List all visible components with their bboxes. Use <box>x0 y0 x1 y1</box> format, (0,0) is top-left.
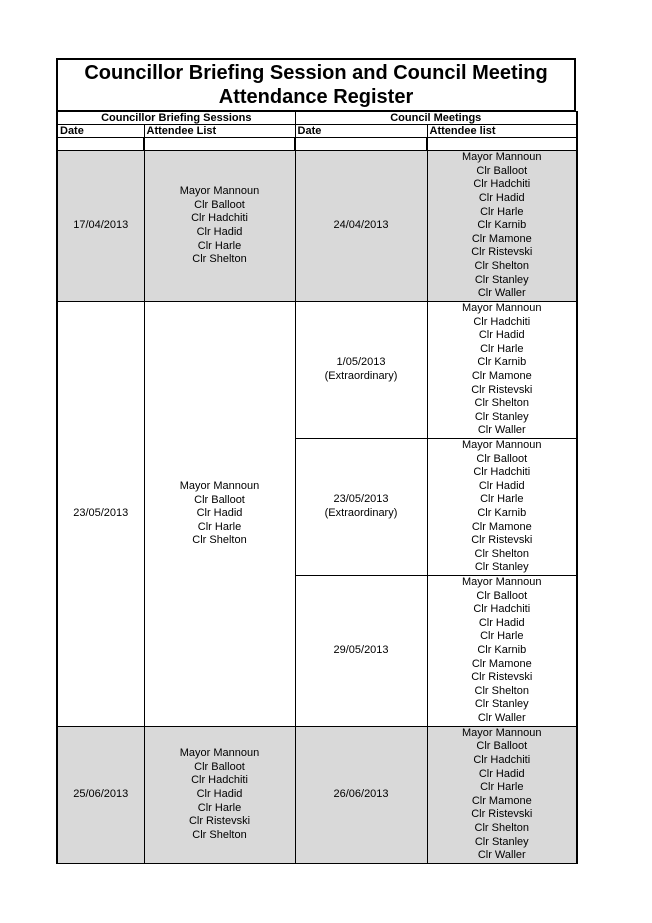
meeting-attendees-cell <box>427 151 577 302</box>
attendee-name: Mayor Mannoun <box>462 151 542 164</box>
attendee-name: Clr Harle <box>197 520 242 533</box>
attendee-name: Clr Karnib <box>477 644 527 657</box>
meeting-attendees-cell <box>427 302 577 439</box>
attendee-name: Clr Hadchiti <box>473 603 531 616</box>
meeting-date: 26/06/2013 <box>333 788 389 801</box>
council-attendees-header: Attendee list <box>427 125 577 138</box>
attendee-name: Clr Karnib <box>477 219 527 232</box>
attendee-name: Clr Mamone <box>471 794 532 807</box>
attendee-name: Clr Stanley <box>474 273 529 286</box>
attendee-name: Clr Hadchiti <box>473 466 531 479</box>
council-date-header: Date <box>295 125 427 138</box>
meeting-note: (Extraordinary) <box>324 369 398 382</box>
attendee-name: Mayor Mannoun <box>462 576 542 589</box>
attendee-name: Clr Shelton <box>192 828 247 841</box>
meeting-attendees-cell <box>427 575 577 726</box>
meeting-date-cell <box>295 151 427 302</box>
attendee-name: Clr Karnib <box>477 506 527 519</box>
attendee-name: Clr Balloot <box>476 164 528 177</box>
attendee-name: Clr Ristevski <box>471 671 533 684</box>
attendee-name: Mayor Mannoun <box>462 726 542 739</box>
attendee-name: Clr Hadid <box>478 616 525 629</box>
spacer-cell <box>427 138 577 151</box>
attendee-name: Clr Harle <box>480 493 524 506</box>
meeting-attendees-cell <box>427 438 577 575</box>
briefing-attendee-list <box>145 185 295 267</box>
meeting-attendee-list <box>428 151 577 301</box>
spacer-row <box>57 138 577 151</box>
attendee-name: Clr Hadchiti <box>191 212 248 225</box>
attendee-name: Clr Ristevski <box>471 246 533 259</box>
briefing-date-cell: 23/05/2013 <box>57 302 144 727</box>
meeting-date: 1/05/2013 <box>336 356 386 369</box>
attendee-name: Clr Shelton <box>474 397 529 410</box>
spacer-cell <box>144 138 295 151</box>
meeting-attendee-list <box>428 576 577 726</box>
attendee-name: Clr Hadid <box>478 479 525 492</box>
attendee-name: Mayor Mannoun <box>179 747 260 760</box>
attendee-name: Clr Mamone <box>471 232 532 245</box>
meeting-attendee-list <box>428 439 577 575</box>
attendee-name: Clr Stanley <box>474 410 529 423</box>
meeting-date: 24/04/2013 <box>333 219 389 232</box>
attendee-name: Clr Harle <box>480 630 524 643</box>
meeting-date-cell <box>295 575 427 726</box>
briefing-attendees-cell <box>144 726 295 863</box>
attendee-name: Clr Harle <box>480 342 524 355</box>
attendee-name: Clr Balloot <box>476 740 528 753</box>
attendee-name: Clr Balloot <box>194 760 245 773</box>
meeting-date-cell <box>295 302 427 439</box>
attendee-name: Clr Balloot <box>476 589 528 602</box>
attendee-name: Clr Hadid <box>478 329 525 342</box>
attendee-name: Clr Harle <box>197 239 242 252</box>
attendee-name: Clr Hadchiti <box>473 178 531 191</box>
attendance-register <box>56 58 576 864</box>
attendee-name: Mayor Mannoun <box>462 438 542 451</box>
meeting-attendee-list <box>428 302 577 438</box>
attendee-name: Clr Hadid <box>478 767 525 780</box>
meeting-note: (Extraordinary) <box>324 506 398 519</box>
attendee-name: Clr Waller <box>477 849 526 862</box>
attendee-name: Clr Ristevski <box>471 534 533 547</box>
attendee-name: Mayor Mannoun <box>462 302 542 314</box>
briefing-date-header: Date <box>57 125 144 138</box>
attendee-name: Clr Shelton <box>474 259 529 272</box>
register-row <box>57 151 577 302</box>
attendee-name: Clr Waller <box>477 287 526 300</box>
meeting-attendees-cell <box>427 726 577 863</box>
attendee-name: Clr Mamone <box>471 369 532 382</box>
attendee-name: Clr Waller <box>477 424 526 437</box>
register-row <box>57 726 577 863</box>
attendee-name: Clr Stanley <box>474 561 529 574</box>
attendee-name: Clr Balloot <box>476 452 528 465</box>
briefing-date-cell: 17/04/2013 <box>57 151 144 302</box>
register-row <box>57 302 577 439</box>
attendee-name: Clr Stanley <box>474 698 529 711</box>
attendee-name: Clr Hadid <box>196 226 243 238</box>
attendee-name: Clr Hadchiti <box>473 315 531 328</box>
attendee-name: Clr Balloot <box>194 493 245 506</box>
attendee-name: Clr Harle <box>480 205 524 218</box>
title-line-1: Councillor Briefing Session and Council Meeting <box>84 62 548 84</box>
attendee-name: Clr Ristevski <box>471 383 533 396</box>
spacer-cell <box>295 138 427 151</box>
briefing-attendees-cell <box>144 151 295 302</box>
attendee-name: Clr Shelton <box>192 534 247 547</box>
meeting-attendee-list <box>428 727 577 863</box>
attendee-name: Clr Harle <box>197 801 242 814</box>
title-line-2: Attendance Register <box>218 86 414 108</box>
meeting-date-cell <box>295 726 427 863</box>
attendee-name: Clr Ristevski <box>188 815 251 828</box>
attendee-name: Clr Ristevski <box>471 808 533 821</box>
attendee-name: Mayor Mannoun <box>179 479 260 492</box>
briefing-attendee-list <box>145 480 295 548</box>
attendee-name: Clr Hadid <box>196 788 243 801</box>
briefing-section-header: Councillor Briefing Sessions <box>57 112 295 125</box>
section-header-row <box>57 112 577 125</box>
attendee-name: Mayor Mannoun <box>179 185 260 198</box>
attendance-table <box>56 111 578 864</box>
briefing-attendees-header: Attendee List <box>144 125 295 138</box>
briefing-attendees-cell <box>144 302 295 727</box>
attendee-name: Clr Hadid <box>196 507 243 520</box>
meeting-date: 29/05/2013 <box>333 644 389 657</box>
attendee-name: Clr Hadchiti <box>191 774 248 787</box>
attendee-name: Clr Stanley <box>474 835 529 848</box>
attendee-name: Clr Mamone <box>471 657 532 670</box>
register-title <box>56 58 576 111</box>
meeting-date-cell <box>295 438 427 575</box>
attendee-name: Clr Mamone <box>471 520 532 533</box>
briefing-attendee-list <box>145 747 295 842</box>
briefing-date-cell: 25/06/2013 <box>57 726 144 863</box>
meeting-date: 23/05/2013 <box>333 493 389 506</box>
attendee-name: Clr Hadchiti <box>473 754 531 767</box>
council-section-header: Council Meetings <box>295 112 577 125</box>
attendee-name: Clr Shelton <box>474 684 529 697</box>
spacer-cell <box>57 138 144 151</box>
attendee-name: Clr Shelton <box>474 547 529 560</box>
attendee-name: Clr Balloot <box>194 198 245 211</box>
column-header-row <box>57 125 577 138</box>
attendee-name: Clr Harle <box>480 781 524 794</box>
attendee-name: Clr Shelton <box>474 822 529 835</box>
attendee-name: Clr Hadid <box>478 192 525 205</box>
attendee-name: Clr Shelton <box>192 253 247 266</box>
attendee-name: Clr Waller <box>477 712 526 725</box>
attendee-name: Clr Karnib <box>477 356 527 369</box>
